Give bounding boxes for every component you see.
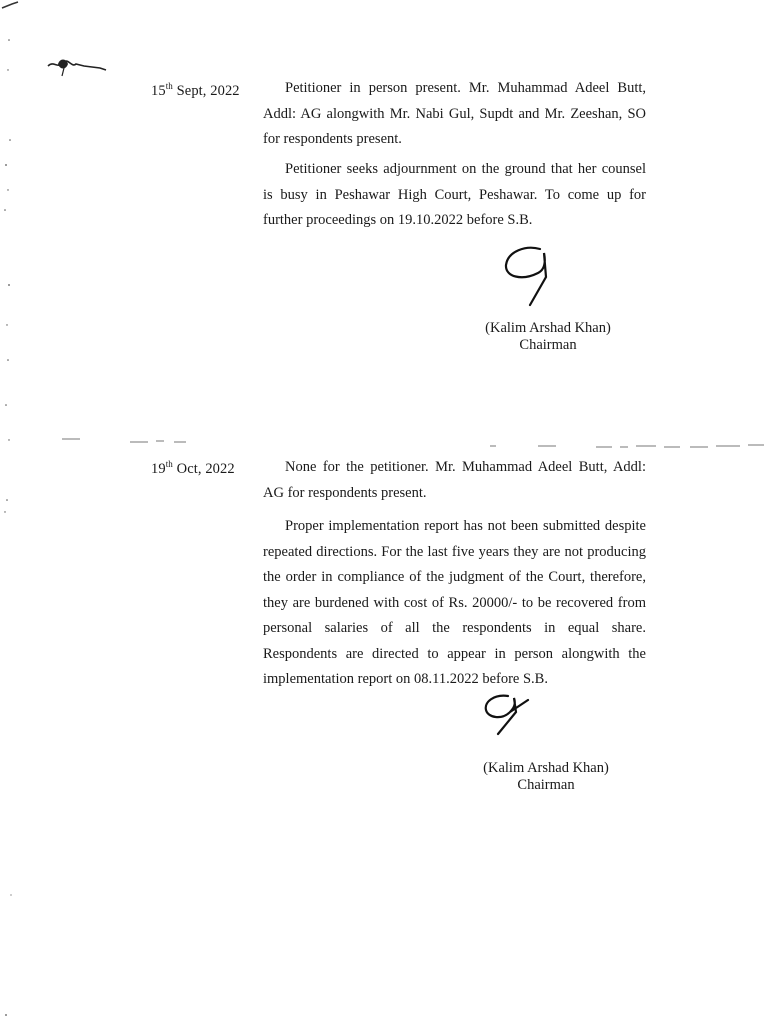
signatory-block — [466, 760, 626, 794]
order-date — [151, 81, 240, 100]
scribble-mark — [44, 52, 108, 80]
date-month-year: Oct, 2022 — [172, 460, 235, 477]
signatory-name: (Kalim Arshad Khan) — [483, 760, 609, 776]
date-day: 15 — [151, 82, 166, 99]
date-suffix: th — [165, 459, 173, 469]
date-suffix: th — [165, 81, 173, 91]
signatory-name: (Kalim Arshad Khan) — [485, 320, 611, 336]
order-paragraph: None for the petitioner. Mr. Muhammad Adeel Butt, Addl: AG for respondents present. — [263, 459, 646, 501]
order-date — [151, 459, 235, 478]
order-paragraph: Petitioner in person present. Mr. Muhammad Adeel Butt, Addl: AG alongwith Mr. Nabi Gul, Supdt and Mr. Zeeshan, SO for respondents present. — [263, 80, 646, 147]
order-paragraph: Proper implementation report has not been submitted despite repeated directions. For the last five years they are not producing the order in compliance of the judgment of the Court, therefore, they are burdened with cost of Rs. 20000/- to be recovered from personal salaries of all the respondents in equal share. Respondents are directed to appear in person alongwith the implementation report on 08.11.2022 before S.B. — [263, 518, 646, 687]
signature — [500, 243, 558, 309]
signatory-title: Chairman — [517, 777, 575, 793]
entry-separator — [0, 434, 770, 452]
date-month-year: Sept, 2022 — [172, 82, 240, 99]
signatory-block — [468, 320, 628, 354]
order-paragraph: Petitioner seeks adjournment on the ground that her counsel is busy in Peshawar High Court, Peshawar. To come up for further proceedings on 19.10.2022 before S.B. — [263, 161, 646, 228]
date-day: 19 — [151, 460, 166, 477]
signature — [480, 690, 534, 738]
signatory-title: Chairman — [519, 337, 577, 353]
